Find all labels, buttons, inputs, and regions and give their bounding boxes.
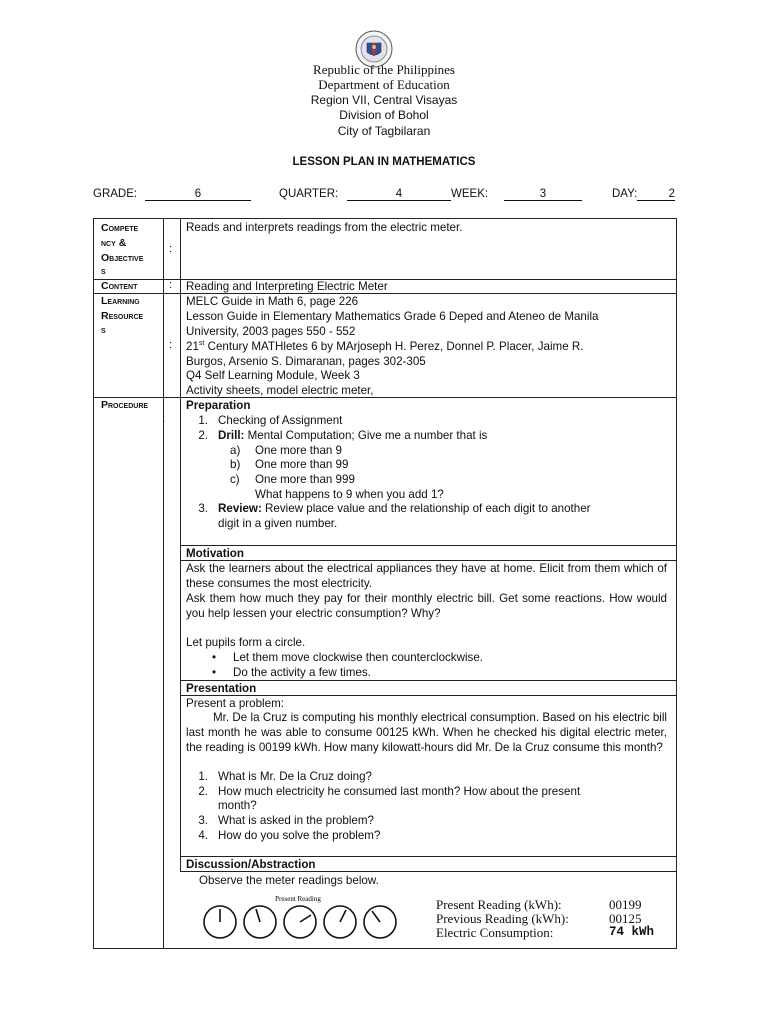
colon: : (169, 339, 173, 351)
previous-reading-value: 00125 (609, 911, 642, 926)
competency-label-3: Objective (101, 252, 144, 264)
presentation-q1: 1. What is Mr. De la Cruz doing? (198, 770, 372, 783)
competency-label-1: Compete (101, 222, 139, 234)
prep-sub-c: c) One more than 999 (230, 473, 355, 486)
dial-icon (324, 906, 356, 938)
prep-item-3b: digit in a given number. (218, 517, 338, 530)
prep-item-1: 1. Checking of Assignment (198, 414, 343, 427)
col-divider-2 (180, 218, 181, 398)
presentation-q3: 3. What is asked in the problem? (198, 814, 374, 827)
prep-sub-a: a) One more than 9 (230, 444, 343, 457)
header-city: City of Tagbilaran (337, 124, 431, 138)
competency-text: Reads and interprets readings from the electric meter. (186, 221, 463, 234)
resource-2b: University, 2003 pages 550 - 552 (186, 325, 356, 338)
dial-icon (204, 906, 236, 938)
colon: : (169, 279, 173, 291)
header-division: Division of Bohol (339, 108, 429, 122)
colon: : (162, 413, 166, 425)
col-divider-1 (163, 218, 164, 949)
competency-label-4: s (101, 265, 106, 277)
week-value: 3 (504, 188, 582, 201)
presentation-q2: 2. How much electricity he consumed last month? How about the present (198, 785, 581, 798)
header-department: Department of Education (318, 77, 450, 92)
procedure-label: Procedure (101, 399, 149, 411)
motivation-p3: Let pupils form a circle. (186, 636, 306, 649)
dial-icon (244, 906, 276, 938)
resources-label-1: Learning (101, 295, 140, 307)
grade-value: 6 (145, 188, 251, 201)
presentation-intro: Present a problem: (186, 697, 284, 710)
presentation-problem: Mr. De la Cruz is computing his monthly electrical consumption. Based on his electric bill last month he was able to consume 00125 kWh. When he checked his digital electric meter, the reading is 00199 kWh. How many kilowatt-hours did Mr. De la Cruz consume this month? (186, 711, 667, 754)
preparation-heading: Preparation (186, 399, 251, 412)
prep-sub-b: b) One more than 99 (230, 458, 349, 471)
resource-5: Activity sheets, model electric meter, (186, 384, 374, 397)
resource-2a: Lesson Guide in Elementary Mathematics Grade 6 Deped and Ateneo de Manila (186, 310, 599, 323)
prep-item-2: 2. Drill: Mental Computation; Give me a number that is (198, 429, 488, 442)
quarter-label: QUARTER: (279, 188, 339, 200)
resources-label-3: s (101, 324, 106, 336)
discussion-heading: Discussion/Abstraction (186, 858, 316, 871)
header-region: Region VII, Central Visayas (310, 93, 458, 107)
discussion-intro: Observe the meter readings below. (199, 874, 379, 887)
resources-label-2: Resource (101, 310, 144, 322)
motivation-bullet-2: • Do the activity a few times. (211, 666, 371, 679)
page-title: LESSON PLAN IN MATHEMATICS (292, 156, 476, 168)
resource-4: Q4 Self Learning Module, Week 3 (186, 369, 360, 382)
motivation-heading: Motivation (186, 547, 244, 560)
dial-icon (364, 906, 396, 938)
electric-meter-dials (200, 895, 400, 943)
quarter-value: 4 (347, 188, 451, 201)
day-value: 2 (637, 188, 675, 201)
motivation-p2: Ask them how much they pay for their monthly electric bill. Get some reactions. How would you help lessen your electric consumption? Why? (186, 592, 667, 620)
grade-label: GRADE: (93, 188, 138, 200)
motivation-bullet-1: • Let them move clockwise then counterclockwise. (211, 651, 484, 664)
prep-question: What happens to 9 when you add 1? (255, 488, 444, 501)
day-label: DAY: (612, 188, 638, 200)
previous-reading-label: Previous Reading (kWh): (436, 911, 569, 926)
header-republic: Republic of the Philippines (313, 62, 455, 77)
presentation-q4: 4. How do you solve the problem? (198, 829, 381, 842)
col-divider-2 (180, 397, 181, 872)
resource-3b: Burgos, Arsenio S. Dimaranan, pages 302-305 (186, 355, 426, 368)
resource-3: 21st Century MATHletes 6 by MArjoseph H. Perez, Donnel P. Placer, Jaime R. (186, 340, 584, 353)
content-text: Reading and Interpreting Electric Meter (186, 280, 388, 293)
content-label: Content (101, 280, 138, 292)
presentation-q2b: month? (218, 799, 257, 812)
competency-label-2: ncy & (101, 237, 127, 249)
present-reading-value: 00199 (609, 897, 642, 912)
resource-1: MELC Guide in Math 6, page 226 (186, 295, 359, 308)
prep-item-3: 3. Review: Review place value and the relationship of each digit to another (198, 502, 591, 515)
presentation-heading: Presentation (186, 682, 257, 695)
colon: : (169, 243, 173, 255)
present-reading-label: Present Reading (kWh): (436, 897, 562, 912)
row-divider (180, 545, 677, 546)
consumption-value: 74 kWh (609, 925, 655, 939)
motivation-p1: Ask the learners about the electrical appliances they have at home. Elicit from them which of these consumes the most electricity. (186, 562, 667, 590)
consumption-label: Electric Consumption: (436, 925, 554, 940)
dial-title: Present Reading (275, 895, 321, 903)
week-label: WEEK: (451, 188, 489, 200)
dial-icon (284, 906, 316, 938)
